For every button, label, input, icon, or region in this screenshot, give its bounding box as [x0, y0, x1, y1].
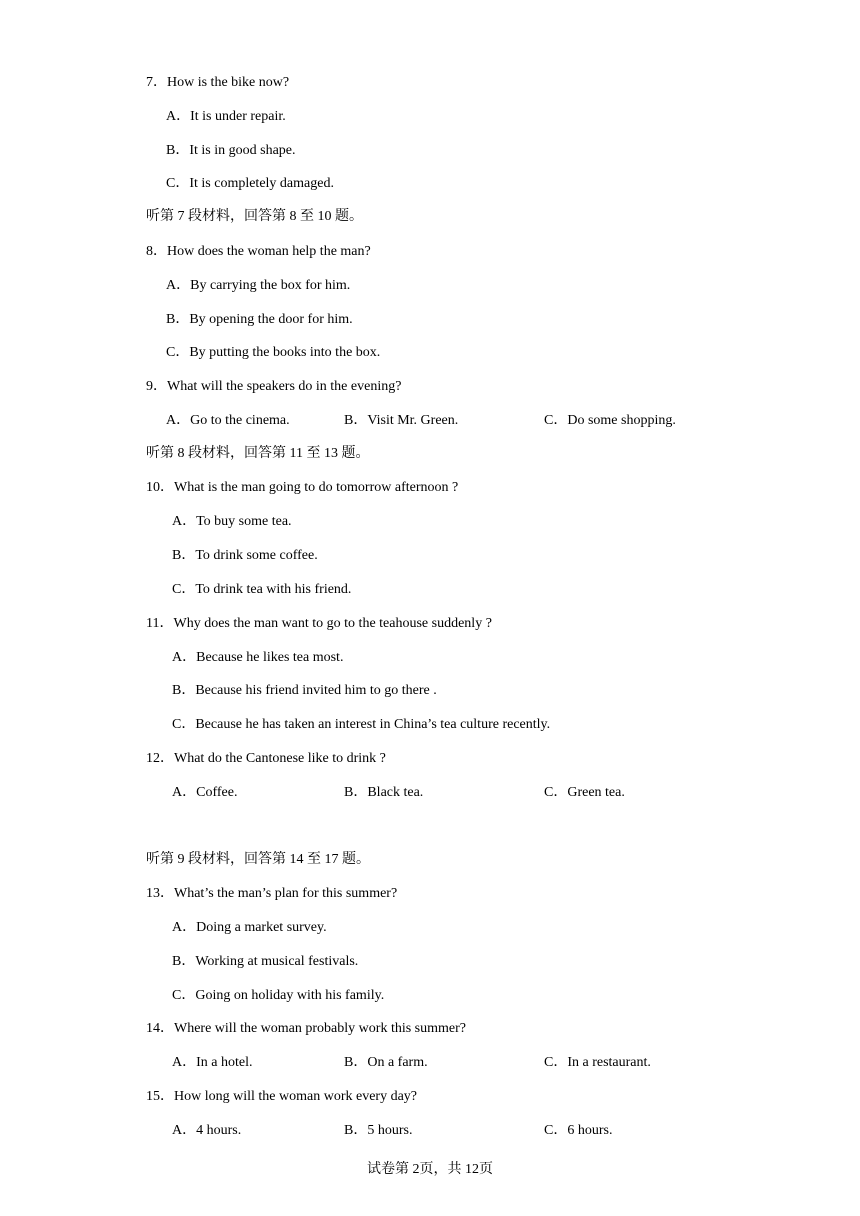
q11-option-c: C．Because he has taken an interest in China’s tea culture recently.: [172, 717, 551, 732]
q14-option-a: A．In a hotel.: [172, 1055, 253, 1070]
q13-option-a: A．Doing a market survey.: [172, 920, 327, 935]
q10-option-c: C．To drink tea with his friend.: [172, 582, 352, 597]
question-13: 13．What’s the man’s plan for this summer?: [146, 886, 398, 901]
section-8-heading: 听第 8 段材料，回答第 11 至 13 题。: [146, 446, 370, 461]
q7-option-a: A．It is under repair.: [166, 109, 286, 124]
q9-option-b: B．Visit Mr. Green.: [344, 413, 459, 428]
q12-option-a: A．Coffee.: [172, 785, 238, 800]
q7-option-b: B．It is in good shape.: [166, 143, 296, 158]
question-15: 15．How long will the woman work every day?: [146, 1089, 417, 1104]
q14-option-c: C．In a restaurant.: [544, 1055, 651, 1070]
question-14: 14．Where will the woman probably work this summer?: [146, 1021, 466, 1036]
q8-option-b: B．By opening the door for him.: [166, 312, 353, 327]
question-8: 8．How does the woman help the man?: [146, 244, 371, 259]
q14-option-b: B．On a farm.: [344, 1055, 428, 1070]
question-7: 7．How is the bike now?: [146, 75, 290, 90]
section-7-heading: 听第 7 段材料，回答第 8 至 10 题。: [146, 209, 363, 224]
q10-option-b: B．To drink some coffee.: [172, 548, 318, 563]
q15-option-a: A．4 hours.: [172, 1123, 242, 1138]
q8-option-a: A．By carrying the box for him.: [166, 278, 351, 293]
question-9: 9．What will the speakers do in the evening?: [146, 379, 402, 394]
q15-option-b: B．5 hours.: [344, 1123, 413, 1138]
page-footer: 试卷第 2页，共 12页: [367, 1162, 493, 1177]
q9-option-a: A．Go to the cinema.: [166, 413, 290, 428]
q8-option-c: C．By putting the books into the box.: [166, 345, 381, 360]
q13-option-c: C．Going on holiday with his family.: [172, 988, 385, 1003]
question-11: 11．Why does the man want to go to the teahouse suddenly ?: [146, 616, 492, 631]
q12-option-b: B．Black tea.: [344, 785, 424, 800]
q9-option-c: C．Do some shopping.: [544, 413, 676, 428]
question-12: 12．What do the Cantonese like to drink ?: [146, 751, 386, 766]
q15-option-c: C．6 hours.: [544, 1123, 613, 1138]
q13-option-b: B．Working at musical festivals.: [172, 954, 359, 969]
q11-option-b: B．Because his friend invited him to go there .: [172, 683, 437, 698]
section-9-heading: 听第 9 段材料，回答第 14 至 17 题。: [146, 852, 370, 867]
question-10: 10．What is the man going to do tomorrow afternoon ?: [146, 480, 459, 495]
q10-option-a: A．To buy some tea.: [172, 514, 292, 529]
q12-option-c: C．Green tea.: [544, 785, 625, 800]
q7-option-c: C．It is completely damaged.: [166, 176, 334, 191]
q11-option-a: A．Because he likes tea most.: [172, 650, 344, 665]
